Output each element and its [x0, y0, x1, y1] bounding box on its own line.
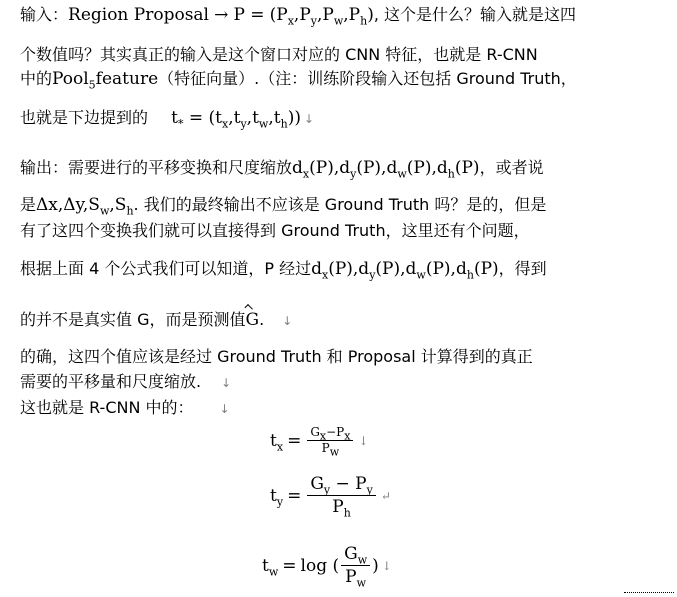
return-mark: ↵: [380, 488, 391, 503]
paragraph-mark: ↓: [221, 376, 232, 390]
page-break-dotted-line: [624, 592, 674, 593]
region-proposal-text: Region Proposal: [68, 5, 209, 25]
paragraph-mark: ↓: [303, 112, 315, 126]
para2-line5: 的并不是真实值 G，而是预测值G. ↓: [20, 310, 293, 330]
para1-line4: 也就是下边提到的 $t_* = (t_x,t_y,t_w,t_h)$) ↓: [20, 108, 315, 131]
para1-line2: 个数值吗？其实真正的输入是这个窗口对应的 CNN 特征，也就是 R-CNN: [20, 45, 538, 64]
para2-line2: 是$\Delta x,\Delta y,S_w,S_h$. 我们的最终输出不应该是 Ground Truth 吗？是的，但是: [20, 195, 547, 218]
para2-line1: 输出：需要进行的平移变换和尺度缩放$d_x(P),d_y(P),d_w(P),d_h(P)$，或者说: [20, 158, 544, 181]
p-equals: P =: [233, 5, 265, 25]
fraction-tw: $\frac{G_w}{P_w}$: [341, 544, 370, 587]
d-functions: $d_x(P),d_y(P),d_w(P),d_h(P)$: [292, 158, 480, 181]
equation-tx: $t_x$ = $\frac{G_x-P_x}{P_w}$ ↓: [270, 425, 369, 459]
para1-line1-tail: , 这个是什么？输入就是这四: [373, 5, 577, 24]
paragraph-mark: ↓: [358, 433, 369, 448]
para3-line2: 需要的平移量和尺度缩放. ↓: [20, 372, 232, 391]
para3-line3: 这也就是 R-CNN 中的： ↓: [20, 398, 230, 417]
para1-line1: [20, 4, 669, 26]
paragraph-mark: ↓: [219, 402, 230, 416]
g-hat: G: [245, 310, 260, 330]
fraction-tx: $\frac{G_x-P_x}{P_w}$: [307, 426, 353, 455]
paragraph-mark: ↓: [282, 314, 293, 328]
equation-ty: $t_y$ = $\frac{G_y - P_y}{P_h}$ ↵: [270, 474, 391, 520]
input-label: 输入：: [20, 5, 69, 24]
para3-line1: 的确，这四个值应该是经过 Ground Truth 和 Proposal 计算得到的真正: [20, 347, 533, 366]
pool5-feature: Pool$_5$feature: [52, 69, 159, 92]
delta-values: $\Delta x,\Delta y,S_w,S_h$: [36, 195, 134, 218]
paragraph-mark: ↓: [381, 558, 392, 573]
d-functions-2: $d_x(P),d_y(P),d_w(P),d_h(P)$: [311, 259, 499, 282]
equation-tw: $t_w$ = log ( $\frac{G_w}{P_w}$ ) ↓: [262, 544, 392, 590]
fraction-ty: $\frac{G_y - P_y}{P_h}$: [307, 474, 376, 517]
t-star-tuple: $t_* = (t_x,t_y,t_w,t_h)$): [171, 108, 301, 131]
para2-line4: 根据上面 4 个公式我们可以知道，P 经过$d_x(P),d_y(P),d_w(P),d_h(P)$，得到: [20, 259, 547, 282]
para1-line3: 中的Pool$_5$feature（特征向量）.（注：训练阶段输入还包括 Ground Truth，: [20, 69, 577, 92]
para2-line3: 有了这四个变换我们就可以直接得到 Ground Truth，这里还有个问题，: [20, 221, 530, 240]
arrow: →: [214, 5, 229, 25]
p-tuple: $(P_x,P_y,P_w,P_h)$: [269, 5, 374, 28]
